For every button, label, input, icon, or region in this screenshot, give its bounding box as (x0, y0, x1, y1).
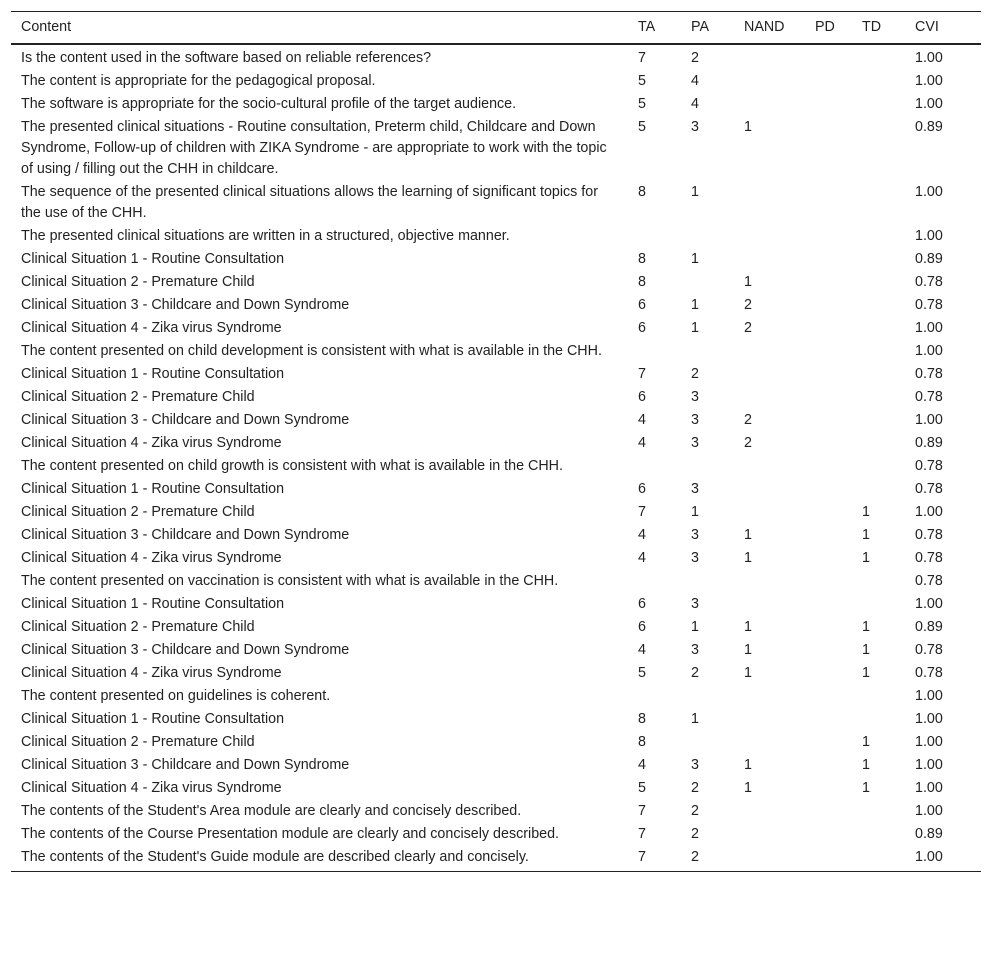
td-cell (852, 93, 905, 116)
td-cell (852, 340, 905, 363)
pa-cell (681, 225, 734, 248)
cvi-cell: 1.00 (915, 96, 943, 112)
pa-cell: 2 (691, 780, 699, 796)
pa-cell: 3 (691, 642, 699, 658)
table-row (11, 248, 981, 271)
ta-cell: 6 (638, 596, 646, 612)
table-row (11, 570, 981, 593)
pd-cell (805, 294, 852, 317)
nand-cell (734, 846, 805, 872)
pd-cell (805, 616, 852, 639)
content-cell: Clinical Situation 2 - Premature Child (21, 619, 255, 635)
content-cell: The content presented on guidelines is coherent. (21, 688, 331, 704)
nand-cell (734, 181, 805, 225)
pa-cell: 3 (691, 550, 699, 566)
cvi-cell: 0.78 (915, 297, 943, 313)
header-td: TD (862, 19, 882, 35)
ta-cell (628, 225, 681, 248)
nand-cell (734, 731, 805, 754)
content-validity-table-container (11, 11, 981, 872)
pd-cell (805, 731, 852, 754)
td-cell (852, 294, 905, 317)
table-row (11, 708, 981, 731)
pd-cell (805, 340, 852, 363)
ta-cell: 8 (638, 184, 646, 200)
content-cell: Clinical Situation 1 - Routine Consultation (21, 596, 285, 612)
td-cell (852, 181, 905, 225)
table-row (11, 386, 981, 409)
table-row (11, 593, 981, 616)
ta-cell: 7 (638, 366, 646, 382)
table-row (11, 44, 981, 70)
nand-cell (734, 708, 805, 731)
pa-cell: 1 (691, 504, 699, 520)
pa-cell: 1 (691, 184, 699, 200)
table-row (11, 455, 981, 478)
cvi-cell: 0.78 (915, 274, 943, 290)
cvi-cell: 0.78 (915, 389, 943, 405)
ta-cell: 8 (638, 734, 646, 750)
pa-cell: 1 (691, 320, 699, 336)
ta-cell: 4 (638, 642, 646, 658)
nand-cell (734, 44, 805, 70)
ta-cell: 6 (638, 320, 646, 336)
ta-cell: 7 (638, 50, 646, 66)
pd-cell (805, 181, 852, 225)
pa-cell: 2 (691, 849, 699, 865)
cvi-cell: 1.00 (915, 803, 943, 819)
ta-cell (628, 340, 681, 363)
td-cell (852, 363, 905, 386)
pa-cell: 2 (691, 826, 699, 842)
nand-cell (734, 225, 805, 248)
td-cell (852, 800, 905, 823)
td-cell (852, 248, 905, 271)
td-cell (852, 478, 905, 501)
ta-cell (628, 570, 681, 593)
ta-cell: 7 (638, 849, 646, 865)
ta-cell: 4 (638, 550, 646, 566)
table-row (11, 754, 981, 777)
pa-cell: 3 (691, 389, 699, 405)
table-row (11, 524, 981, 547)
pa-cell: 3 (691, 527, 699, 543)
nand-cell: 1 (744, 527, 752, 543)
pd-cell (805, 570, 852, 593)
table-row (11, 317, 981, 340)
td-cell: 1 (862, 619, 870, 635)
pd-cell (805, 846, 852, 872)
header-cvi: CVI (915, 19, 939, 35)
td-cell (852, 455, 905, 478)
nand-cell (734, 248, 805, 271)
td-cell (852, 317, 905, 340)
table-row (11, 800, 981, 823)
content-cell: Clinical Situation 1 - Routine Consultation (21, 711, 285, 727)
td-cell: 1 (862, 642, 870, 658)
td-cell: 1 (862, 734, 870, 750)
pa-cell: 3 (691, 481, 699, 497)
table-row (11, 478, 981, 501)
content-cell: The content presented on child growth is consistent with what is available in the CHH. (21, 458, 563, 474)
pa-cell: 4 (691, 96, 699, 112)
content-cell: Clinical Situation 1 - Routine Consultation (21, 366, 285, 382)
pd-cell (805, 317, 852, 340)
td-cell: 1 (862, 780, 870, 796)
pd-cell (805, 777, 852, 800)
ta-cell (628, 455, 681, 478)
td-cell (852, 271, 905, 294)
cvi-cell: 0.89 (915, 251, 943, 267)
ta-cell: 5 (638, 780, 646, 796)
pd-cell (805, 708, 852, 731)
nand-cell (734, 685, 805, 708)
nand-cell (734, 593, 805, 616)
pd-cell (805, 662, 852, 685)
pa-cell: 3 (691, 412, 699, 428)
cvi-cell: 1.00 (915, 688, 943, 704)
content-validity-table (11, 11, 981, 872)
pa-cell: 1 (691, 297, 699, 313)
content-cell: Clinical Situation 4 - Zika virus Syndrome (21, 320, 282, 336)
content-cell: Clinical Situation 2 - Premature Child (21, 504, 255, 520)
content-cell: Clinical Situation 4 - Zika virus Syndrome (21, 780, 282, 796)
pa-cell: 4 (691, 73, 699, 89)
pa-cell (681, 685, 734, 708)
content-cell: Clinical Situation 3 - Childcare and Down Syndrome (21, 297, 350, 313)
table-row (11, 181, 981, 225)
td-cell: 1 (862, 757, 870, 773)
pa-cell (681, 570, 734, 593)
nand-cell: 2 (744, 297, 752, 313)
cvi-cell: 0.78 (915, 665, 943, 681)
ta-cell: 4 (638, 757, 646, 773)
table-row (11, 846, 981, 872)
ta-cell: 6 (638, 389, 646, 405)
content-cell: The contents of the Student's Area module are clearly and concisely described. (21, 803, 522, 819)
pa-cell (681, 271, 734, 294)
ta-cell: 8 (638, 274, 646, 290)
cvi-cell: 1.00 (915, 228, 943, 244)
pd-cell (805, 225, 852, 248)
nand-cell: 1 (744, 119, 752, 135)
nand-cell: 1 (744, 274, 752, 290)
td-cell: 1 (862, 504, 870, 520)
cvi-cell: 1.00 (915, 504, 943, 520)
cvi-cell: 0.78 (915, 481, 943, 497)
table-row (11, 616, 981, 639)
content-cell: Clinical Situation 2 - Premature Child (21, 734, 255, 750)
content-cell: Clinical Situation 1 - Routine Consultation (21, 481, 285, 497)
pd-cell (805, 754, 852, 777)
pd-cell (805, 409, 852, 432)
td-cell: 1 (862, 665, 870, 681)
table-row (11, 225, 981, 248)
content-cell: Clinical Situation 3 - Childcare and Down Syndrome (21, 757, 350, 773)
pd-cell (805, 547, 852, 570)
content-cell: The content presented on child development is consistent with what is available in the CHH. (21, 343, 602, 359)
cvi-cell: 0.78 (915, 573, 943, 589)
content-cell: The software is appropriate for the socio-cultural profile of the target audience. (21, 96, 517, 112)
cvi-cell: 1.00 (915, 734, 943, 750)
nand-cell: 1 (744, 642, 752, 658)
nand-cell: 2 (744, 320, 752, 336)
td-cell: 1 (862, 550, 870, 566)
td-cell: 1 (862, 527, 870, 543)
cvi-cell: 1.00 (915, 320, 943, 336)
pa-cell: 1 (691, 619, 699, 635)
nand-cell (734, 570, 805, 593)
ta-cell: 5 (638, 96, 646, 112)
content-cell: Clinical Situation 4 - Zika virus Syndrome (21, 435, 282, 451)
nand-cell (734, 340, 805, 363)
nand-cell: 2 (744, 435, 752, 451)
ta-cell: 7 (638, 504, 646, 520)
content-cell: Clinical Situation 4 - Zika virus Syndrome (21, 665, 282, 681)
td-cell (852, 432, 905, 455)
nand-cell (734, 823, 805, 846)
ta-cell: 5 (638, 119, 646, 135)
ta-cell: 8 (638, 251, 646, 267)
content-cell: The content presented on vaccination is consistent with what is available in the CHH. (21, 573, 559, 589)
nand-cell (734, 93, 805, 116)
nand-cell: 1 (744, 780, 752, 796)
content-cell: Is the content used in the software based on reliable references? (21, 50, 432, 66)
header-pd: PD (815, 19, 835, 35)
table-row (11, 777, 981, 800)
ta-cell (628, 685, 681, 708)
nand-cell: 1 (744, 550, 752, 566)
pa-cell: 3 (691, 757, 699, 773)
table-row (11, 639, 981, 662)
pa-cell: 3 (691, 596, 699, 612)
pa-cell: 1 (691, 251, 699, 267)
td-cell (852, 44, 905, 70)
pd-cell (805, 93, 852, 116)
content-cell: Clinical Situation 3 - Childcare and Down Syndrome (21, 412, 350, 428)
table-row (11, 271, 981, 294)
pa-cell (681, 340, 734, 363)
nand-cell (734, 363, 805, 386)
cvi-cell: 0.78 (915, 458, 943, 474)
content-cell: The sequence of the presented clinical situations allows the learning of significant topics for the use of the CHH. (21, 184, 598, 221)
nand-cell: 1 (744, 619, 752, 635)
content-cell: Clinical Situation 3 - Childcare and Down Syndrome (21, 642, 350, 658)
ta-cell: 4 (638, 412, 646, 428)
td-cell (852, 570, 905, 593)
content-cell: Clinical Situation 2 - Premature Child (21, 389, 255, 405)
table-row (11, 432, 981, 455)
nand-cell (734, 478, 805, 501)
table-row (11, 501, 981, 524)
ta-cell: 4 (638, 527, 646, 543)
content-cell: The presented clinical situations - Routine consultation, Preterm child, Childcare and Down Syndrome, Follow-up of children with ZIKA Syndrome - are appropriate to work with the topic of using / filling out the CHH in childcare. (21, 119, 607, 177)
table-row (11, 731, 981, 754)
content-cell: The contents of the Student's Guide module are described clearly and concisely. (21, 849, 529, 865)
ta-cell: 6 (638, 481, 646, 497)
table-header (11, 12, 981, 45)
table-row (11, 685, 981, 708)
cvi-cell: 1.00 (915, 343, 943, 359)
content-cell: The presented clinical situations are written in a structured, objective manner. (21, 228, 510, 244)
pd-cell (805, 685, 852, 708)
cvi-cell: 0.89 (915, 119, 943, 135)
content-cell: The content is appropriate for the pedagogical proposal. (21, 73, 376, 89)
pd-cell (805, 455, 852, 478)
cvi-cell: 1.00 (915, 596, 943, 612)
cvi-cell: 1.00 (915, 757, 943, 773)
table-row (11, 294, 981, 317)
header-pa: PA (691, 19, 710, 35)
ta-cell: 6 (638, 297, 646, 313)
pa-cell (681, 731, 734, 754)
pa-cell: 2 (691, 665, 699, 681)
td-cell (852, 708, 905, 731)
cvi-cell: 1.00 (915, 50, 943, 66)
pa-cell: 2 (691, 803, 699, 819)
header-content: Content (21, 19, 72, 35)
header-row (11, 12, 981, 45)
pa-cell: 3 (691, 435, 699, 451)
cvi-cell: 0.78 (915, 527, 943, 543)
pd-cell (805, 271, 852, 294)
cvi-cell: 0.78 (915, 366, 943, 382)
table-row (11, 823, 981, 846)
cvi-cell: 0.89 (915, 826, 943, 842)
content-cell: Clinical Situation 3 - Childcare and Down Syndrome (21, 527, 350, 543)
content-cell: Clinical Situation 1 - Routine Consultation (21, 251, 285, 267)
td-cell (852, 386, 905, 409)
cvi-cell: 0.89 (915, 435, 943, 451)
table-row (11, 70, 981, 93)
table-body (11, 44, 981, 872)
pa-cell: 2 (691, 50, 699, 66)
header-ta: TA (638, 19, 656, 35)
ta-cell: 5 (638, 73, 646, 89)
td-cell (852, 823, 905, 846)
td-cell (852, 225, 905, 248)
pd-cell (805, 639, 852, 662)
td-cell (852, 593, 905, 616)
content-cell: Clinical Situation 2 - Premature Child (21, 274, 255, 290)
pa-cell: 2 (691, 366, 699, 382)
ta-cell: 8 (638, 711, 646, 727)
pd-cell (805, 524, 852, 547)
cvi-cell: 1.00 (915, 184, 943, 200)
td-cell (852, 409, 905, 432)
pd-cell (805, 116, 852, 181)
cvi-cell: 0.78 (915, 642, 943, 658)
nand-cell (734, 800, 805, 823)
ta-cell: 6 (638, 619, 646, 635)
pd-cell (805, 363, 852, 386)
pa-cell (681, 455, 734, 478)
content-cell: Clinical Situation 4 - Zika virus Syndrome (21, 550, 282, 566)
nand-cell (734, 70, 805, 93)
pd-cell (805, 593, 852, 616)
pd-cell (805, 823, 852, 846)
table-row (11, 340, 981, 363)
ta-cell: 7 (638, 826, 646, 842)
td-cell (852, 685, 905, 708)
cvi-cell: 1.00 (915, 780, 943, 796)
nand-cell: 1 (744, 757, 752, 773)
cvi-cell: 1.00 (915, 412, 943, 428)
nand-cell (734, 386, 805, 409)
nand-cell (734, 501, 805, 524)
table-row (11, 662, 981, 685)
table-row (11, 116, 981, 181)
td-cell (852, 116, 905, 181)
nand-cell (734, 455, 805, 478)
table-row (11, 363, 981, 386)
cvi-cell: 1.00 (915, 73, 943, 89)
cvi-cell: 0.78 (915, 550, 943, 566)
table-row (11, 547, 981, 570)
pd-cell (805, 44, 852, 70)
ta-cell: 7 (638, 803, 646, 819)
td-cell (852, 70, 905, 93)
cvi-cell: 1.00 (915, 849, 943, 865)
ta-cell: 5 (638, 665, 646, 681)
nand-cell: 1 (744, 665, 752, 681)
pd-cell (805, 432, 852, 455)
pa-cell: 1 (691, 711, 699, 727)
table-row (11, 93, 981, 116)
pd-cell (805, 800, 852, 823)
ta-cell: 4 (638, 435, 646, 451)
cvi-cell: 1.00 (915, 711, 943, 727)
pd-cell (805, 478, 852, 501)
pd-cell (805, 70, 852, 93)
pd-cell (805, 386, 852, 409)
pa-cell: 3 (691, 119, 699, 135)
td-cell (852, 846, 905, 872)
header-nand: NAND (744, 19, 785, 35)
pd-cell (805, 248, 852, 271)
pd-cell (805, 501, 852, 524)
content-cell: The contents of the Course Presentation module are clearly and concisely described. (21, 826, 560, 842)
cvi-cell: 0.89 (915, 619, 943, 635)
nand-cell: 2 (744, 412, 752, 428)
table-row (11, 409, 981, 432)
